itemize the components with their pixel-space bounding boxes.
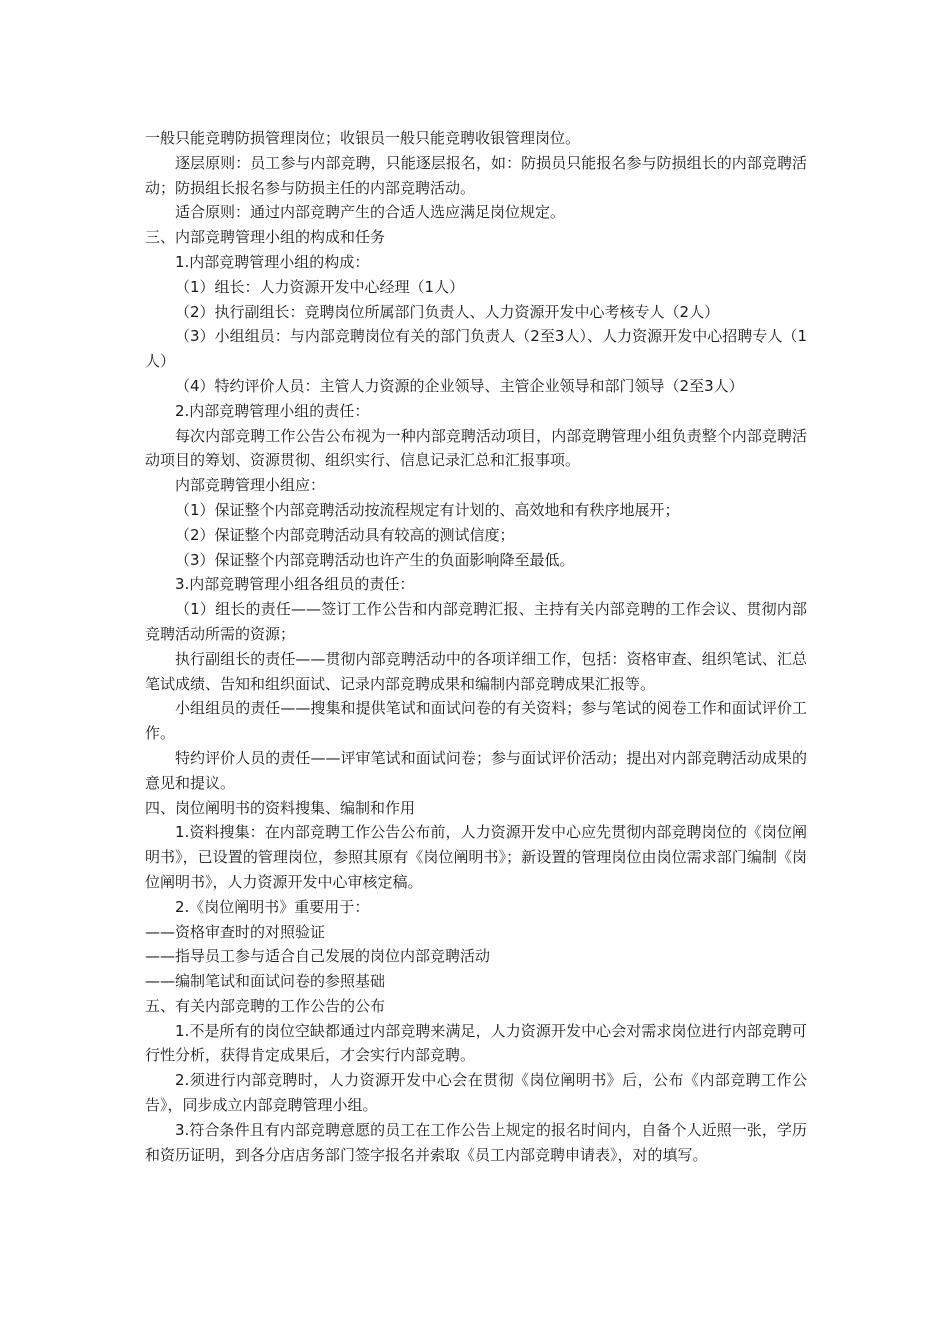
list-item: （3）小组组员：与内部竞聘岗位有关的部门负责人（2至3人）、人力资源开发中心招聘专人（1人）	[145, 327, 807, 371]
section-heading: 三、内部竞聘管理小组的构成和任务	[145, 228, 386, 247]
paragraph: 每次内部竞聘工作公告公布视为一种内部竞聘活动项目，内部竞聘管理小组负责整个内部竞聘活动项目的筹划、资源贯彻、组织实行、信息记录汇总和汇报事项。	[145, 426, 807, 470]
list-item: （2）执行副组长：竞聘岗位所属部门负责人、人力资源开发中心考核专人（2人）	[175, 302, 720, 321]
list-item: ——编制笔试和面试问卷的参照基础	[145, 972, 386, 991]
paragraph: 执行副组长的责任——贯彻内部竞聘活动中的各项详细工作，包括：资格审查、组织笔试、汇总笔试成绩、告知和组织面试、记录内部竞聘成果和编制内部竞聘成果汇报等。	[145, 649, 807, 693]
paragraph: 一般只能竞聘防损管理岗位；收银员一般只能竞聘收银管理岗位。	[145, 129, 581, 147]
paragraph: 3.符合条件且有内部竞聘意愿的员工在工作公告上规定的报名时间内，自备个人近照一张，学历和资历证明，到各分店店务部门签字报名并索取《员工内部竞聘申请表》，对的填写。	[145, 1120, 807, 1164]
list-item: （4）特约评价人员：主管人力资源的企业领导、主管企业领导和部门领导（2至3人）	[175, 376, 744, 395]
list-item: （3）保证整个内部竞聘活动也许产生的负面影响降至最低。	[175, 550, 575, 569]
list-item: ——指导员工参与适合自己发展的岗位内部竞聘活动	[145, 947, 491, 966]
subheading: 3.内部竞聘管理小组各组员的责任：	[175, 575, 415, 594]
document-body	[145, 126, 807, 1167]
paragraph: 小组组员的责任——搜集和提供笔试和面试问卷的有关资料；参与笔试的阅卷工作和面试评价工作。	[145, 699, 807, 743]
paragraph: 1.不是所有的岗位空缺都通过内部竞聘来满足，人力资源开发中心会对需求岗位进行内部竞聘可行性分析，获得肯定成果后，才会实行内部竞聘。	[145, 1021, 807, 1065]
section-heading: 四、岗位阐明书的资料搜集、编制和作用	[145, 798, 416, 817]
paragraph: 内部竞聘管理小组应：	[175, 476, 326, 495]
section-heading: 五、有关内部竞聘的工作公告的公布	[145, 996, 386, 1015]
list-item: （1）组长：人力资源开发中心经理（1人）	[175, 277, 465, 296]
list-item: （1）保证整个内部竞聘活动按流程规定有计划的、高效地和有秩序地展开；	[175, 500, 680, 519]
paragraph: 1.资料搜集：在内部竞聘工作公告公布前，人力资源开发中心应先贯彻内部竞聘岗位的《岗位阐明书》，已设置的管理岗位，参照其原有《岗位阐明书》；新设置的管理岗位由岗位需求部门编制《岗位阐明书》，人力资源开发中心审核定稿。	[145, 823, 807, 891]
paragraph: 逐层原则：员工参与内部竞聘，只能逐层报名，如：防损员只能报名参与防损组长的内部竞聘活动；防损组长报名参与防损主任的内部竞聘活动。	[145, 153, 807, 197]
list-item: （1）组长的责任——签订工作公告和内部竞聘汇报、主持有关内部竞聘的工作会议、贯彻内部竞聘活动所需的资源；	[145, 600, 807, 643]
list-item: ——资格审查时的对照验证	[145, 922, 326, 941]
paragraph: 2.须进行内部竞聘时，人力资源开发中心会在贯彻《岗位阐明书》后，公布《内部竞聘工作公告》，同步成立内部竞聘管理小组。	[145, 1071, 807, 1115]
paragraph: 适合原则：通过内部竞聘产生的合适人选应满足岗位规定。	[175, 203, 566, 222]
subheading: 1.内部竞聘管理小组的构成：	[175, 252, 370, 271]
list-item: （2）保证整个内部竞聘活动具有较高的测试信度；	[175, 525, 515, 544]
paragraph: 特约评价人员的责任——评审笔试和面试问卷；参与面试评价活动；提出对内部竞聘活动成果的意见和提议。	[145, 748, 807, 792]
subheading: 2.《岗位阐明书》重要用于：	[175, 897, 370, 916]
subheading: 2.内部竞聘管理小组的责任：	[175, 401, 370, 420]
